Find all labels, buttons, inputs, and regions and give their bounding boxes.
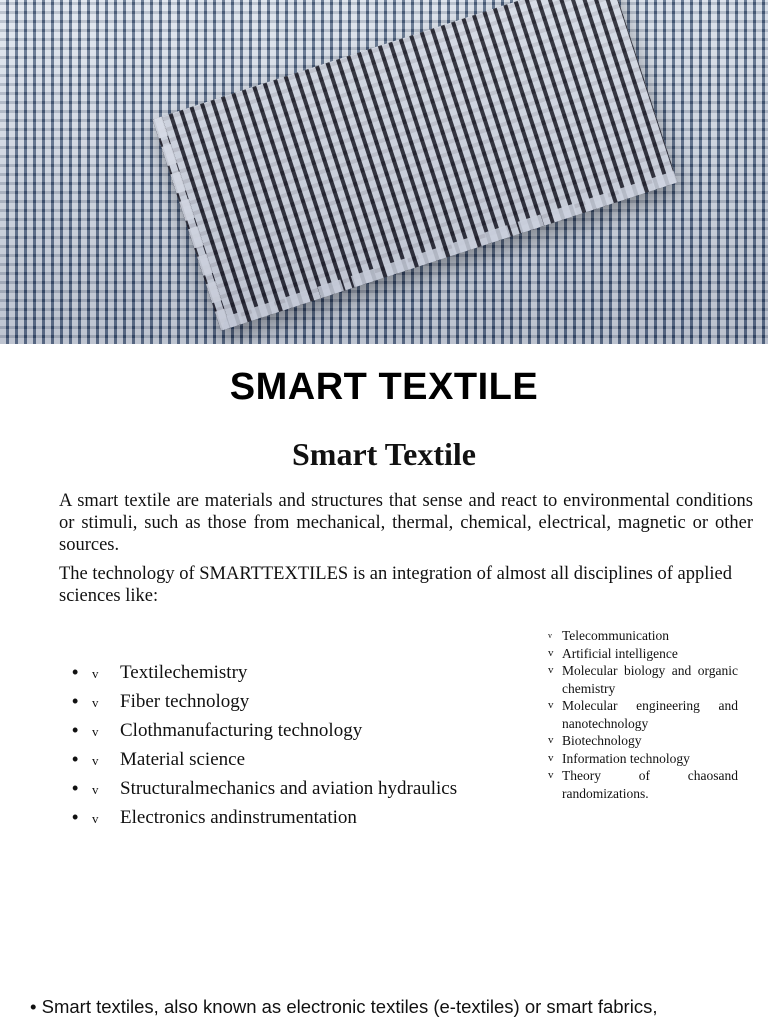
next-slide-text: • Smart textiles, also known as electronic textiles (e-textiles) or smart fabrics, [30,996,658,1017]
slide-title: SMART TEXTILE [229,366,539,408]
list-item: • v Fiber technology [72,691,250,712]
list-item: v Biotechnology [548,733,642,748]
technology-paragraph: The technology of SMARTTEXTILES is an integration of almost all disciplines of applied sciences like: [59,564,732,606]
list-item: • v Structuralmechanics and aviation hydraulics [72,778,458,799]
list-item: v Artificial intelligence [548,645,678,661]
disciplines-list-secondary [548,627,738,802]
disciplines-list [72,662,532,836]
list-item: v Information technology [548,750,690,766]
list-item: v Molecular engineering and nanotechnology [548,698,738,731]
list-item: • v Clothmanufacturing technology [72,720,363,741]
hero-fabric-image [0,0,768,344]
list-item: v Theory of chaosand randomizations. [548,768,738,801]
list-item: • v Material science [72,749,246,770]
list-item: • v Electronics andinstrumentation [72,807,357,828]
list-item: v Molecular biology and organic chemistry [548,663,738,696]
section-heading: Smart Textile [292,436,476,472]
list-item: v Telecommunication [548,628,670,643]
definition-paragraph: A smart textile are materials and structures that sense and react to environmental conditions or stimuli, such as those from mechanical, thermal, chemical, electrical, magnetic or other sources. [59,491,753,555]
list-item: • v Textilechemistry [72,662,248,683]
